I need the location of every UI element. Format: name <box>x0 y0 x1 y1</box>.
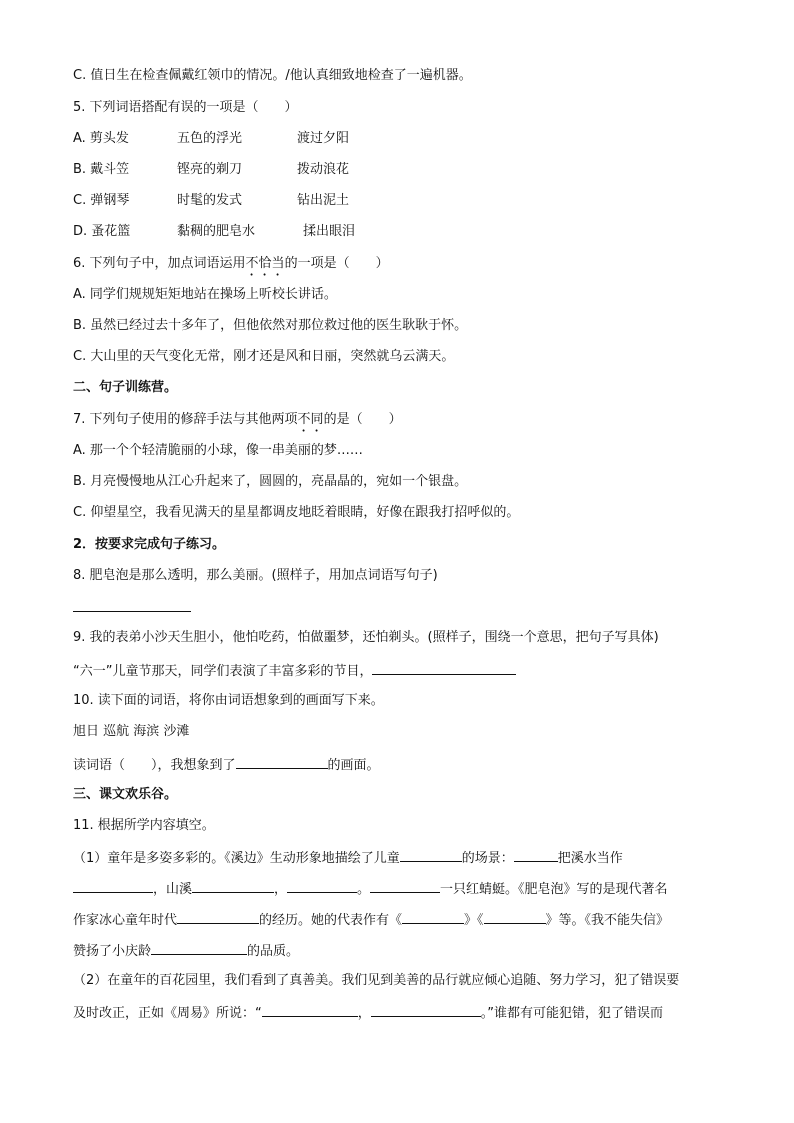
blank[interactable] <box>287 880 357 893</box>
q11-text: 作家冰心童年时代 <box>73 913 178 928</box>
q6-option-a: A. 同学们规规矩矩地站在操场上听校长讲话。 <box>73 287 337 302</box>
section-2-2-heading: 2．按要求完成句子练习。 <box>73 537 226 552</box>
blank[interactable] <box>73 880 153 893</box>
q11-text: ，山溪 <box>153 882 193 897</box>
q8-answer-blank[interactable] <box>73 599 191 617</box>
q9-sentence <box>73 662 516 680</box>
blank[interactable] <box>371 1004 481 1017</box>
q10-fill-text-end: 的画面。 <box>327 758 380 773</box>
q10-fill-line <box>73 756 380 774</box>
q6-stem-pre: 6. 下列句子中，加点词语运用 <box>73 256 246 271</box>
q9-sentence-text: “六一”儿童节那天，同学们表演了丰富多彩的节目， <box>73 664 373 679</box>
blank[interactable] <box>514 849 558 862</box>
q6-stem <box>73 256 389 279</box>
option-text: 渡过夕阳 <box>297 131 350 146</box>
q6-stem-post: 的一项是（ ） <box>284 256 389 271</box>
q11-text: 》《 <box>464 913 484 928</box>
option-text: 钻出泥土 <box>297 193 350 208</box>
q11-part1-line1 <box>73 849 623 867</box>
q11-text: 一只红蜻蜓。《肥皂泡》写的是现代著名 <box>440 882 668 897</box>
q11-part2-line2 <box>73 1004 663 1022</box>
option-text: A. 剪头发 <box>73 131 129 146</box>
q11-text: 把溪水当作 <box>557 851 623 866</box>
q11-text: 赞扬了小庆龄 <box>73 944 152 959</box>
q9-stem: 9. 我的表弟小沙天生胆小，他怕吃药，怕做噩梦，还怕剃头。(照样子，围绕一个意思，把句子写具体) <box>73 630 659 645</box>
blank[interactable] <box>400 849 462 862</box>
q5-option-d <box>73 224 355 240</box>
q11-text: （1）童年是多姿多彩的。《溪边》生动形象地描绘了儿童 <box>73 851 400 866</box>
option-text: 揉出眼泪 <box>303 224 356 239</box>
q9-answer-blank[interactable] <box>372 662 516 675</box>
q10-stem: 10. 读下面的词语，将你由词语想象到的画面写下来。 <box>73 693 384 708</box>
q11-part1-line2 <box>73 880 668 898</box>
q10-fill-text: 读词语（ ），我想象到了 <box>73 758 236 773</box>
q11-text: 》等。《我不能失信》 <box>545 913 670 928</box>
q7-stem <box>73 412 402 435</box>
q7-stem-post: 的是（ ） <box>323 412 402 427</box>
q11-text: 的经历。她的代表作有《 <box>259 913 403 928</box>
q10-words: 旭日 巡航 海滨 沙滩 <box>73 724 190 739</box>
q11-part1-line4 <box>73 942 299 960</box>
q11-text: 。”谁都有可能犯错，犯了错误而 <box>480 1006 664 1021</box>
q6-stem-emphasis: 不恰当 <box>245 256 285 271</box>
q5-option-b <box>73 162 349 178</box>
q11-text: 的品质。 <box>247 944 300 959</box>
blank[interactable] <box>402 911 464 924</box>
option-text: B. 戴斗笠 <box>73 162 130 177</box>
q7-option-b: B. 月亮慢慢地从江心升起来了，圆圆的，亮晶晶的，宛如一个银盘。 <box>73 474 468 489</box>
q6-option-c: C. 大山里的天气变化无常，刚才还是风和日丽，突然就乌云满天。 <box>73 349 455 364</box>
q4-option-c: C. 值日生在检查佩戴红领巾的情况。/他认真细致地检查了一遍机器。 <box>73 68 472 83</box>
q11-part1-line3 <box>73 911 669 929</box>
q10-answer-blank[interactable] <box>236 756 328 769</box>
q11-text: ， <box>274 882 288 897</box>
q5-option-a <box>73 131 349 147</box>
q5-stem: 5. 下列词语搭配有误的一项是（ ） <box>73 100 298 115</box>
q7-option-c: C. 仰望星空，我看见满天的星星都调皮地眨着眼睛，好像在跟我打招呼似的。 <box>73 505 520 520</box>
q7-stem-emphasis: 不同 <box>297 412 324 427</box>
blank[interactable] <box>151 942 247 955</box>
blank[interactable] <box>192 880 274 893</box>
section-3-heading: 三、课文欢乐谷。 <box>73 787 178 802</box>
option-text: D. 蚤花篮 <box>73 224 131 239</box>
q11-text: 的场景： <box>461 851 514 866</box>
blank[interactable] <box>177 911 259 924</box>
q6-option-b: B. 虽然已经过去十多年了，但他依然对那位救过他的医生耿耿于怀。 <box>73 318 468 333</box>
q11-text: 及时改正，正如《周易》所说：“ <box>73 1006 262 1021</box>
option-text: 时髦的发式 <box>177 193 243 208</box>
option-text: 铿亮的剃刀 <box>177 162 243 177</box>
q11-text: ， <box>357 1006 371 1021</box>
q7-option-a: A. 那一个个轻清脆丽的小球，像一串美丽的梦…… <box>73 443 363 458</box>
section-2-heading: 二、句子训练营。 <box>73 380 178 395</box>
option-text: 五色的浮光 <box>177 131 243 146</box>
blank[interactable] <box>262 1004 358 1017</box>
q11-stem: 11. 根据所学内容填空。 <box>73 818 215 833</box>
option-text: 黏稠的肥皂水 <box>177 224 256 239</box>
blank[interactable] <box>370 880 440 893</box>
q8-stem: 8. 肥皂泡是那么透明，那么美丽。(照样子，用加点词语写句子) <box>73 568 438 583</box>
q5-option-c <box>73 193 349 209</box>
blank[interactable] <box>484 911 546 924</box>
option-text: 拨动浪花 <box>297 162 350 177</box>
q11-text: 。 <box>357 882 371 897</box>
q7-stem-pre: 7. 下列句子使用的修辞手法与其他两项 <box>73 412 298 427</box>
q11-part2-line1: （2）在童年的百花园里，我们看到了真善美。我们见到美善的品行就应倾心追随、努力学习，犯了错误要 <box>73 973 680 988</box>
option-text: C. 弹钢琴 <box>73 193 130 208</box>
